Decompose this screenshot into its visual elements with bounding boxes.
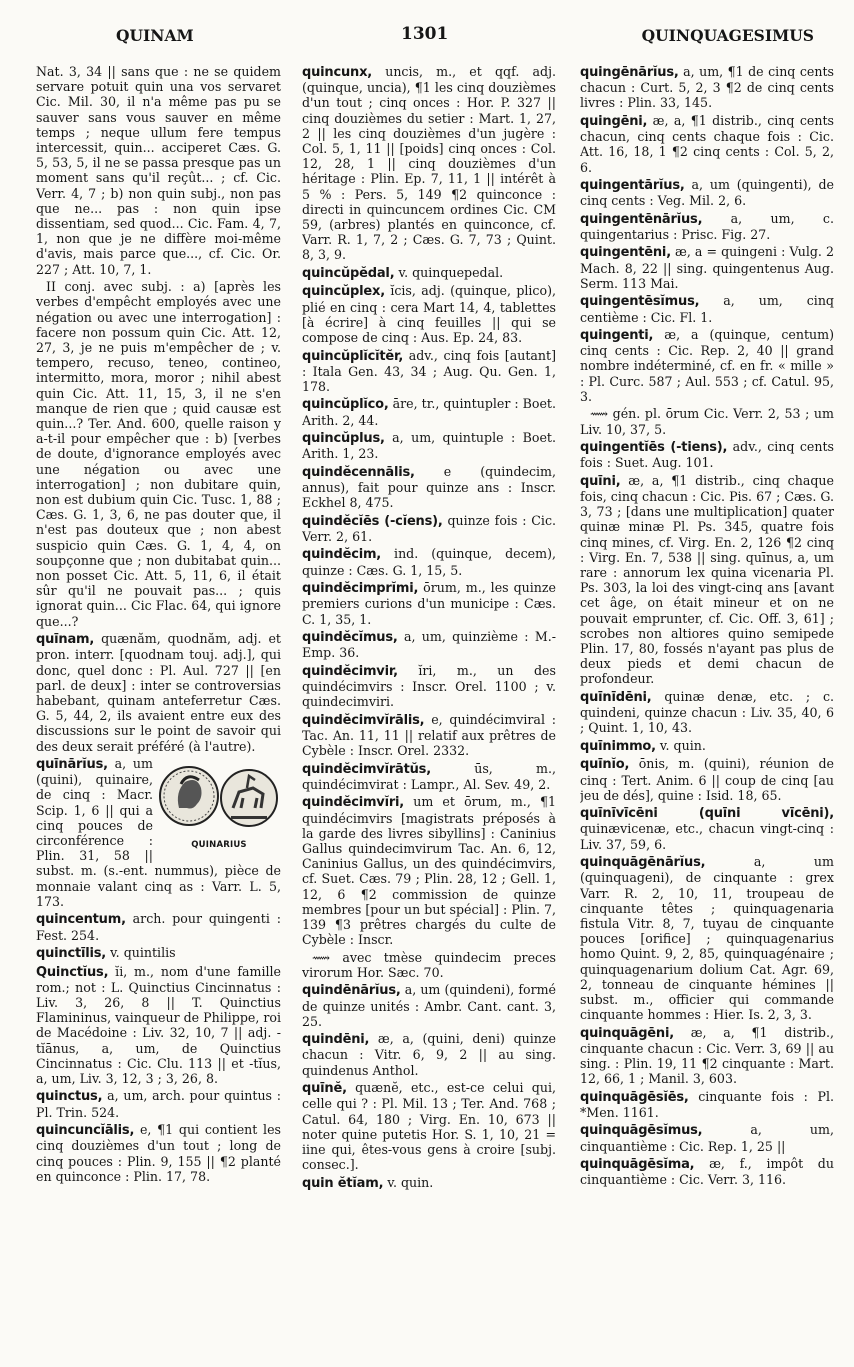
coin-image [157, 758, 281, 838]
entry-headword: quindĕcĭēs (-cĭens), [302, 513, 443, 529]
page-number: 1301 [401, 24, 449, 44]
entry-definition: a, um, c. quingentarius : Prisc. Fig. 27. [580, 210, 834, 242]
entry-headword: quincŭplĭco, [302, 397, 389, 413]
entry-headword: quindĕcimvĭri, [302, 795, 405, 811]
entry-definition: a, um, quintuple : Boet. Arith. 1, 23. [302, 430, 556, 462]
entry-definition: ūs, m., quindécimvirat : Lampr., Al. Sev. 49, 2. [302, 760, 556, 792]
dictionary-entry [580, 64, 834, 111]
column-1 [36, 64, 281, 1354]
entry-definition: a, um, cinq centième : Cic. Fl. 1. [580, 293, 834, 325]
entry-definition: e (quindecim, annus), fait pour quinze ans : Inscr. Eckhel 8, 475. [302, 463, 556, 511]
dictionary-entry [580, 854, 834, 1022]
entry-definition: adv., cinq cents fois : Suet. Aug. 101. [580, 439, 834, 471]
entry-definition: quænăm, quodnăm, adj. et pron. interr. [quodnam touj. adj.], qui donc, quel donc : Pl. Aul. 727 || [en parl. de deux] : inter se controversias habebant, quinam anteferretur Cæs. G. 5, 44, 2, ils avaient entre eux des discussions sur le point de savoir qui des deux serait préféré (à l'autre). [36, 631, 281, 754]
entry-definition: ⟿ avec tmèse quindecim preces virorum Hor. Sæc. 70. [302, 949, 556, 980]
entry-definition: ĭri, m., un des quindécimvirs : Inscr. Orel. 1100 ; v. quindecimviri. [302, 662, 556, 710]
dictionary-entry [302, 663, 556, 710]
dictionary-entry [580, 327, 834, 404]
entry-definition: a, um (quinquageni), de cinquante : grex Varr. R. 2, 10, 11, troupeau de cinquante têtes ; quinquagenaria fistula Vitr. 8, 7, tuyau de cinquante pouces [orifice] ; quinquagenarius homo Quint. 9, 2, 85, quinquagénaire ; quinquagenarium dolium Cat. Agr. 69, 2, tonneau de cinquante hémines || subst. m., officier qui commande cinquante hommes : Hier. Is. 2, 3, 3. [580, 854, 834, 1023]
dictionary-entry [580, 113, 834, 175]
entry-definition: ĭcis, adj. (quinque, plico), plié en cinq : cera Mart 14, 4, tablettes [à écrire] à cinq feuilles || qui se compose de cinq : Aus. Ep. 24, 83. [302, 283, 556, 346]
entry-headword: quīnĕ, [302, 1081, 347, 1097]
entry-headword: quingentēnārĭus, [580, 211, 703, 227]
dictionary-entry [302, 513, 556, 544]
entry-headword: quinctus, [36, 1089, 103, 1105]
dictionary-entry [36, 911, 281, 942]
entry-definition: æ, a, ¶1 distrib., cinq cents chacun, cinq cents chaque fois : Cic. Att. 16, 18, 1 ¶2 cinq cents : Col. 5, 2, 6. [580, 112, 834, 175]
dictionary-entry [302, 64, 556, 263]
dictionary-entry [580, 689, 834, 736]
entry-definition: æ, a, (quini, deni) quinze chacun : Vitr. 6, 9, 2 || au sing. quindenus Anthol. [302, 1031, 556, 1078]
dictionary-entry [580, 473, 834, 687]
entry-headword: quinquāgēni, [580, 1025, 674, 1041]
entry-headword: quinctīlis, [36, 946, 107, 962]
dictionary-entry [302, 712, 556, 759]
entry-definition: arch. pour quingenti : Fest. 254. [36, 911, 281, 943]
entry-headword: quinquāgēsĭēs, [580, 1089, 689, 1105]
entry-definition: ind. (quinque, decem), quinze : Cæs. G. 1, 15, 5. [302, 546, 556, 578]
dictionary-entry [580, 439, 834, 470]
entry-headword: quindĕcimvĭrālis, [302, 712, 425, 728]
entry-headword: quindēni, [302, 1032, 370, 1048]
entry-headword: quīnīvīcēni (quīni vīcēni), [580, 806, 834, 822]
entry-headword: quingēnārĭus, [580, 65, 679, 80]
entry-headword: quingēni, [580, 113, 648, 129]
entry-headword: quindĕcennālis, [302, 464, 415, 480]
coin-illustration [157, 758, 281, 853]
entry-definition: a, um, ¶1 de cinq cents chacun : Curt. 5, 2, 3 ¶2 de cinq cents livres : Plin. 33, 145. [580, 64, 834, 111]
entry-definition: adv., cinq fois [autant] : Itala Gen. 43, 34 ; Aug. Qu. Gen. 1, 178. [302, 347, 556, 394]
dictionary-entry [302, 464, 556, 511]
entry-headword: quin ĕtĭam, [302, 1175, 384, 1191]
entry-definition: quænĕ, etc., est-ce celui qui, celle qui ? : Pl. Mil. 13 ; Ter. And. 768 ; Catul. 64, 180 ; Virg. En. 10, 673 || noter quine putetis Hor. S. 1, 10, 21 = iine qui, êtes-vous gens à croire [subj. consec.]. [302, 1080, 556, 1173]
entry-definition: a, um (quindeni), formé de quinze unités : Ambr. Cant. cant. 3, 25. [302, 982, 556, 1029]
dictionary-entry [302, 629, 556, 660]
entry-headword: quincŭplex, [302, 284, 385, 300]
entry-headword: quincŭplus, [302, 431, 385, 447]
entry-definition: um et ōrum, m., ¶1 quindécimvirs [magistrats préposés à la garde des livres sibyllins] : Caninius Gallus quindecimvirum Tac. An. 6, 12, Caninius Gallus, un des quindécimvirs, cf. Suet. Cæs. 79 ; Plin. 28, 12 ; Gell. 1, 12, 6 ¶2 commission de quinze membres [pour un but spécial] : Plin. 7, 139 ¶3 prêtres chargés du culte de Cybèle : Inscr. [302, 794, 556, 948]
entry-headword: quīnimmo, [580, 738, 656, 754]
entry-definition: āre, tr., quintupler : Boet. Arith. 2, 44. [302, 396, 556, 428]
dictionary-entry [302, 1031, 556, 1078]
entry-definition: æ, a = quingeni : Vulg. 2 Mach. 8, 22 || sing. quingentenus Aug. Serm. 113 Mai. [580, 244, 834, 291]
entry-headword: quingentēni, [580, 245, 671, 261]
entry-definition: v. quintilis [110, 945, 176, 961]
entry-definition: e, ¶1 qui contient les cinq douzièmes d'un tout ; long de cinq pouces : Plin. 9, 155 || ¶2 planté en quinconce : Plin. 17, 78. [36, 1122, 281, 1184]
dictionary-entry [580, 738, 834, 754]
entry-definition: æ, a, ¶1 distrib., cinquante chacun : Cic. Verr. 3, 69 || au sing. : Plin. 19, 11 ¶2 cinquante : Mart. 12, 66, 1 ; Manil. 3, 603. [580, 1024, 834, 1087]
dictionary-entry [580, 756, 834, 803]
dictionary-entry [302, 396, 556, 427]
dictionary-entry [36, 1088, 281, 1119]
entry-definition: quinævicenæ, etc., chacun vingt-cinq : Liv. 37, 59, 6. [580, 821, 834, 852]
entry-headword: quīnĭo, [580, 757, 630, 773]
dictionary-entry [580, 1089, 834, 1120]
entry-definition: ⟿ gén. pl. ōrum Cic. Verr. 2, 53 ; um Liv. 10, 37, 5. [580, 406, 834, 437]
dictionary-entry [580, 244, 834, 291]
entry-definition: a, um (quini), quinaire, de cinq : Macr. Scip. 1, 6 || qui a cinq pouces de circonférence : Plin. 31, 58 || subst. m. (s.-ent. nummus), pièce de monnaie valant cinq as : Varr. L. 5, 173. [36, 756, 281, 909]
entry-definition: æ, a, ¶1 distrib., cinq chaque fois, cinq chacun : Cic. Pis. 67 ; Cæs. G. 3, 73 ; [dans une multiplication] quater quinæ minæ Pl. Ps. 345, quatre fois cinq mines, cf. Virg. En. 2, 126 ¶2 cinq : Virg. En. 7, 538 || sing. quīnus, a, um rare : annorum lex quina vicenaria Pl. Ps. 303, la loi des vingt-cinq ans [avant cet âge, on était mineur et on ne pouvait emprunter, cf. Cic. Off. 3, 61] ; scrobes non altiores quino semipede Plin. 17, 80, fossés n'ayant pas plus de deux pieds et demi chacun de profondeur. [580, 472, 834, 687]
entry-headword: quinquāgēsĭma, [580, 1157, 695, 1173]
dictionary-entry [302, 794, 556, 947]
entry-headword: quindĕcĭmus, [302, 630, 398, 646]
dictionary-entry [302, 982, 556, 1029]
entry-headword: quincuncĭālis, [36, 1123, 135, 1139]
entry-headword: quincŭplĭcĭtĕr, [302, 348, 404, 364]
dictionary-entry [36, 64, 281, 277]
dictionary-entry [36, 945, 281, 961]
entry-headword: quindĕcim, [302, 547, 382, 563]
entry-definition: ĭi, m., nom d'une famille rom.; not : L. Quinctius Cincinnatus : Liv. 3, 26, 8 || T. Quinctius Flamininus, vainqueur de Philippe, roi de Macédoine : Liv. 32, 10, 7 || adj. -tĭānus, a, um, de Quinctius Cincinnatus : Cic. Clu. 113 || et -tĭus, a, um, Liv. 3, 12, 3 ; 3, 26, 8. [36, 963, 281, 1086]
running-header [0, 18, 854, 52]
entry-definition: quinæ denæ, etc. ; c. quindeni, quinze chacun : Liv. 35, 40, 6 ; Quint. 1, 10, 43. [580, 688, 834, 736]
dictionary-entry [302, 1175, 556, 1191]
entry-definition: ōrum, m., les quinze premiers curions d'un municipe : Cæs. C. 1, 35, 1. [302, 580, 556, 627]
entry-headword: quindĕcimvir, [302, 663, 398, 679]
entry-definition: a, um (quingenti), de cinq cents : Veg. Mil. 2, 6. [580, 177, 834, 209]
entry-headword: quincunx, [302, 65, 373, 80]
entry-headword: quingentĭēs (-tiens), [580, 440, 728, 456]
entry-definition: cinquante fois : Pl. *Men. 1161. [580, 1088, 834, 1120]
entry-headword: quīnārĭus, [36, 757, 108, 773]
dictionary-entry [580, 1156, 834, 1187]
entry-definition: uncis, m., et qqf. adj. (quinque, uncia), ¶1 les cinq douzièmes d'un tout ; cinq onces : Hor. P. 327 || cinq douzièmes du setier : Mart. 1, 27, 2 || les cinq douzièmes d'un jugère : Col. 5, 1, 11 || [poids] cinq onces : Col. 12, 28, 1 || cinq douzièmes d'un héritage : Plin. Ep. 7, 11, 1 || intérêt à 5 % : Pers. 5, 149 ¶2 quinconce : directi in quincuncem ordines Cic. CM 59, (arbres) plantés en quinconce, cf. Varr. R. 1, 7, 2 ; Cæs. G. 7, 73 ; Quint. 8, 3, 9. [302, 64, 556, 263]
entry-definition: v. quin. [387, 1174, 434, 1190]
header-right-guideword: QUINQUAGESIMUS [641, 26, 814, 45]
dictionary-entry [580, 293, 834, 324]
entry-definition: quinze fois : Cic. Verr. 2, 61. [302, 512, 556, 544]
entry-headword: quingentēsĭmus, [580, 294, 700, 310]
entry-definition: æ, a (quinque, centum) cinq cents : Cic. Rep. 2, 40 || grand nombre indéterminé, cf. en fr. « mille » : Pl. Curc. 587 ; Aul. 553 ; cf. Catul. 95, 3. [580, 327, 834, 404]
entry-headword: quinquāgēsĭmus, [580, 1123, 703, 1139]
entry-headword: Quinctĭus, [36, 964, 109, 980]
entry-headword: quincentum, [36, 912, 126, 928]
entry-headword: quinquāgēnārĭus, [580, 855, 706, 871]
entry-definition: v. quin. [659, 737, 706, 753]
dictionary-entry [302, 546, 556, 577]
dictionary-entry [36, 964, 281, 1087]
dictionary-entry [302, 283, 556, 345]
entry-definition: a, um, cinquantième : Cic. Rep. 1, 25 || [580, 1122, 834, 1154]
coin-caption: QUINARIUS [191, 839, 247, 850]
dictionary-entry [580, 805, 834, 852]
dictionary-entry [580, 1025, 834, 1087]
entry-definition: a, um, quinzième : M.-Emp. 36. [302, 629, 556, 661]
entry-headword: quincŭpĕdal, [302, 265, 395, 281]
dictionary-entry [302, 950, 556, 980]
entry-headword: quīnam, [36, 632, 95, 648]
column-2 [302, 64, 556, 1354]
dictionary-entry [302, 430, 556, 461]
dictionary-entry [580, 406, 834, 436]
entry-definition: II conj. avec subj. : a) [après les verbes d'empêcht employés avec une négation ou avec une interrogation] : facere non possum quin Cic. Att. 12, 27, 3, je ne puis m'empêcher de ; v. tempero, recuso, teneo, contineo, intermitto, mora, moror ; nihil abest quin Cic. Att. 11, 15, 3, il ne s'en manque de rien que ; quid causæ est quin...? Ter. And. 600, quelle raison y a-t-il pour empêcher que : b) [verbes de doute, d'ignorance employés avec une négation ou avec une interrogation] ; non dubitare quin, non est dubium quin Cic. Tusc. 1, 88 ; Cæs. G. 1, 3, 6, ne pas douter que, il n'est pas douteux que ; non abest suspicio quin Cæs. G. 1, 4, 4, on soupçonne que ; non dubitabat quin... non posset Cic. Att. 5, 11, 6, il était sûr qu'il ne pouvait pas... ; quis ignorat quin... Cic Flac. 64, qui ignore que...? [36, 279, 281, 629]
entry-headword: quindĕcimvĭrātŭs, [302, 761, 431, 777]
entry-definition: Nat. 3, 34 || sans que : ne se quidem servare potuit quin una vos servaret Cic. Mil. 30, il n'a même pas pu se sauver sans vous sauver en même temps ; neque ullum fere tempus intercessit, quin... acciperet Cæs. G. 5, 53, 5, il ne se passa presque pas un moment sans qu'il reçût... ; cf. Cic. Verr. 4, 7 ; b) non quin subj., non pas que ne... pas : non quin ipse dissentiam, sed quod... Cic. Fam. 4, 7, 1, non que je ne diffère moi-même d'avis, mais parce que..., cf. Cic. Or. 227 ; Att. 10, 7, 1. [36, 64, 281, 277]
dictionary-entry [302, 1080, 556, 1172]
dictionary-entry [580, 211, 834, 242]
entry-headword: quingentārĭus, [580, 178, 685, 194]
dictionary-entry [302, 265, 556, 281]
entry-headword: quīni, [580, 473, 621, 489]
entry-headword: quīnīdēni, [580, 689, 652, 705]
column-3 [580, 64, 834, 1354]
entry-definition: a, um, arch. pour quintus : Pl. Trin. 524. [36, 1088, 281, 1120]
entry-definition: e, quindécimviral : Tac. An. 11, 11 || relatif aux prêtres de Cybèle : Inscr. Orel. 2332. [302, 711, 556, 759]
entry-definition: ōnis, m. (quini), réunion de cinq : Tert. Anim. 6 || coup de cinq [au jeu de dés], quine : Isid. 18, 65. [580, 756, 834, 803]
dictionary-entry [580, 177, 834, 208]
dictionary-entry [302, 761, 556, 792]
entry-headword: quingenti, [580, 328, 654, 344]
entry-definition: æ, f., impôt du cinquantième : Cic. Verr. 3, 116. [580, 1156, 834, 1188]
dictionary-entry [36, 756, 281, 909]
entry-headword: quindĕcimprĭmi, [302, 581, 419, 597]
entry-headword: quindēnārĭus, [302, 983, 401, 999]
dictionary-entry [36, 631, 281, 754]
entry-definition: v. quinquepedal. [398, 264, 504, 280]
dictionary-entry [580, 1122, 834, 1153]
dictionary-entry [302, 348, 556, 395]
dictionary-entry [302, 580, 556, 627]
header-left-guideword: QUINAM [116, 26, 194, 45]
dictionary-entry [36, 279, 281, 629]
dictionary-entry [36, 1122, 281, 1184]
